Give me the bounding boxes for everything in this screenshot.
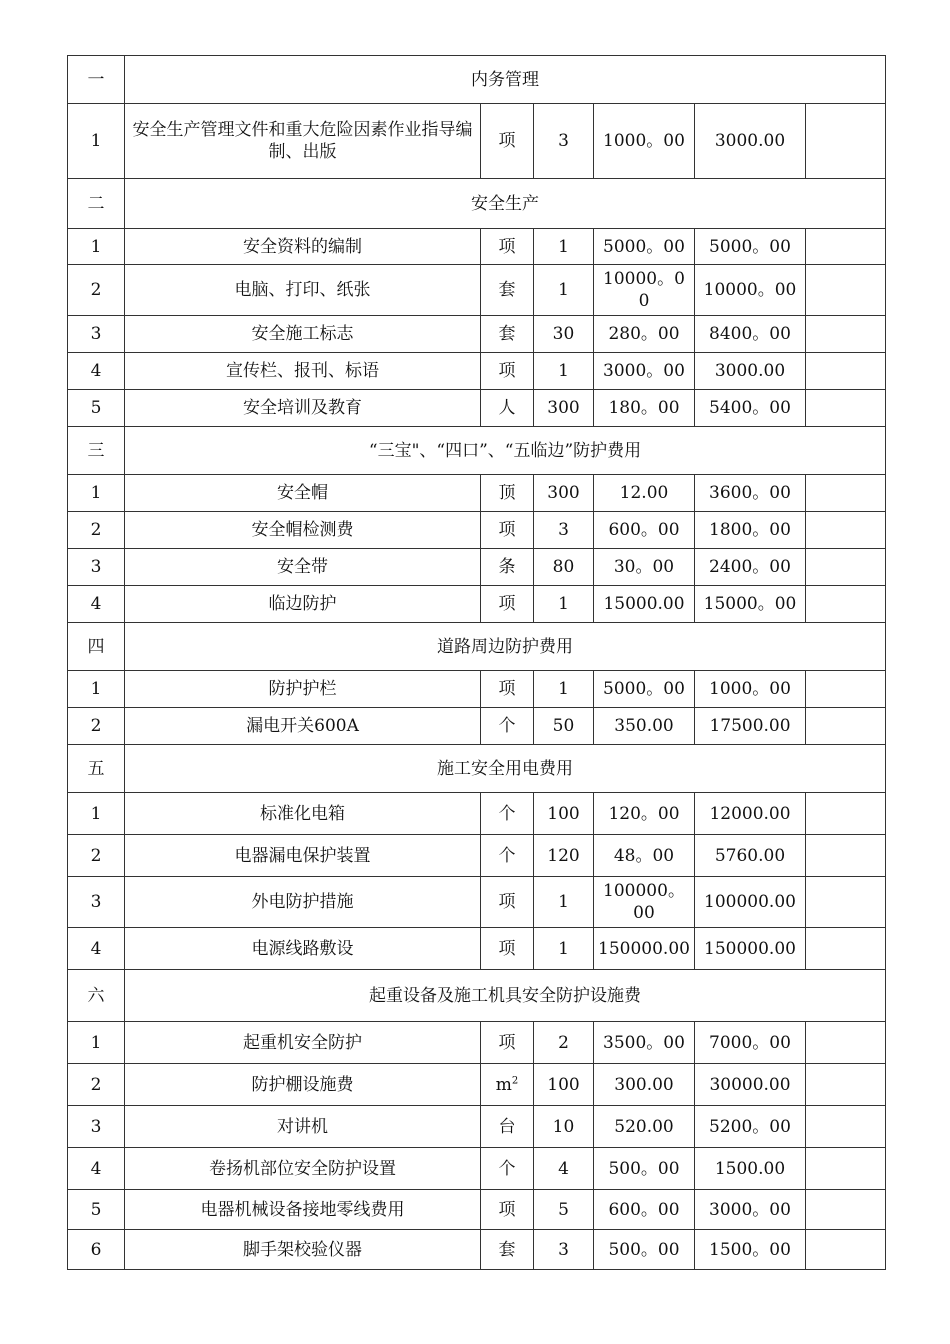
section-number: 五 — [68, 745, 125, 793]
item-total: 3600。00 — [695, 475, 806, 512]
section-title: 道路周边防护费用 — [125, 623, 886, 671]
item-quantity: 2 — [534, 1022, 594, 1064]
item-number: 1 — [68, 229, 125, 265]
item-unit: 项 — [481, 671, 534, 708]
table-row — [68, 512, 886, 549]
item-quantity: 50 — [534, 708, 594, 745]
item-number: 2 — [68, 708, 125, 745]
item-name: 电脑、打印、纸张 — [125, 265, 481, 316]
item-unit: 套 — [481, 316, 534, 353]
item-total: 5760.00 — [695, 835, 806, 877]
table-row — [68, 1022, 886, 1064]
item-quantity: 1 — [534, 928, 594, 970]
item-name: 安全培训及教育 — [125, 390, 481, 427]
item-quantity: 4 — [534, 1148, 594, 1190]
item-unit-price: 100000。00 — [594, 877, 695, 928]
item-total: 10000。00 — [695, 265, 806, 316]
section-row — [68, 745, 886, 793]
table-row — [68, 265, 886, 316]
item-name: 安全帽 — [125, 475, 481, 512]
item-quantity: 5 — [534, 1190, 594, 1230]
item-note — [806, 229, 886, 265]
item-note — [806, 316, 886, 353]
item-note — [806, 1064, 886, 1106]
item-name: 标准化电箱 — [125, 793, 481, 835]
unit-superscript: 2 — [511, 1074, 519, 1086]
item-number: 2 — [68, 1064, 125, 1106]
item-unit: 项 — [481, 353, 534, 390]
table-row — [68, 475, 886, 512]
item-name: 安全带 — [125, 549, 481, 586]
section-row — [68, 427, 886, 475]
item-unit-price: 10000。00 — [594, 265, 695, 316]
item-note — [806, 877, 886, 928]
table-row — [68, 104, 886, 179]
item-unit-price: 30。00 — [594, 549, 695, 586]
item-number: 4 — [68, 353, 125, 390]
item-unit-price: 280。00 — [594, 316, 695, 353]
item-number: 4 — [68, 586, 125, 623]
item-number: 1 — [68, 671, 125, 708]
section-title: 安全生产 — [125, 179, 886, 229]
item-note — [806, 1022, 886, 1064]
section-row — [68, 56, 886, 104]
item-total: 17500.00 — [695, 708, 806, 745]
item-number: 1 — [68, 475, 125, 512]
item-total: 15000。00 — [695, 586, 806, 623]
unit-base: m — [495, 1074, 512, 1095]
item-quantity: 300 — [534, 390, 594, 427]
item-quantity: 3 — [534, 1230, 594, 1270]
item-number: 1 — [68, 1022, 125, 1064]
section-row — [68, 179, 886, 229]
item-total: 1000。00 — [695, 671, 806, 708]
item-quantity: 10 — [534, 1106, 594, 1148]
item-unit-price: 48。00 — [594, 835, 695, 877]
item-unit: 套 — [481, 265, 534, 316]
section-title: “三宝"、“四口”、“五临边”防护费用 — [125, 427, 886, 475]
item-quantity: 3 — [534, 512, 594, 549]
item-number: 4 — [68, 928, 125, 970]
section-number: 四 — [68, 623, 125, 671]
item-unit-price: 500。00 — [594, 1230, 695, 1270]
item-quantity: 120 — [534, 835, 594, 877]
item-unit-price: 500。00 — [594, 1148, 695, 1190]
item-unit-price: 520.00 — [594, 1106, 695, 1148]
item-total: 2400。00 — [695, 549, 806, 586]
item-unit: 台 — [481, 1106, 534, 1148]
item-quantity: 1 — [534, 265, 594, 316]
item-name: 安全生产管理文件和重大危险因素作业指导编制、出版 — [125, 104, 481, 179]
item-name: 临边防护 — [125, 586, 481, 623]
item-number: 2 — [68, 265, 125, 316]
item-quantity: 100 — [534, 793, 594, 835]
item-quantity: 100 — [534, 1064, 594, 1106]
item-unit-price: 3500。00 — [594, 1022, 695, 1064]
table-row — [68, 586, 886, 623]
item-unit-price: 120。00 — [594, 793, 695, 835]
item-unit-price: 3000。00 — [594, 353, 695, 390]
item-unit: 个 — [481, 835, 534, 877]
item-unit: 项 — [481, 512, 534, 549]
section-row — [68, 970, 886, 1022]
item-quantity: 1 — [534, 353, 594, 390]
item-note — [806, 104, 886, 179]
item-total: 5400。00 — [695, 390, 806, 427]
table-row — [68, 1148, 886, 1190]
item-name: 外电防护措施 — [125, 877, 481, 928]
item-unit-price: 5000。00 — [594, 671, 695, 708]
item-unit-price: 300.00 — [594, 1064, 695, 1106]
item-note — [806, 1106, 886, 1148]
item-number: 2 — [68, 512, 125, 549]
item-total: 5200。00 — [695, 1106, 806, 1148]
table-row — [68, 1230, 886, 1270]
table-row — [68, 316, 886, 353]
section-number: 三 — [68, 427, 125, 475]
item-unit: 个 — [481, 708, 534, 745]
item-unit: 项 — [481, 1190, 534, 1230]
item-note — [806, 1148, 886, 1190]
item-total: 8400。00 — [695, 316, 806, 353]
item-note — [806, 1190, 886, 1230]
table-row — [68, 708, 886, 745]
item-name: 漏电开关600A — [125, 708, 481, 745]
item-unit: 项 — [481, 928, 534, 970]
item-number: 3 — [68, 316, 125, 353]
item-number: 3 — [68, 549, 125, 586]
table-row — [68, 549, 886, 586]
item-unit — [481, 1064, 534, 1106]
item-name: 宣传栏、报刊、标语 — [125, 353, 481, 390]
item-number: 5 — [68, 390, 125, 427]
item-note — [806, 475, 886, 512]
item-total: 1500。00 — [695, 1230, 806, 1270]
table-row — [68, 928, 886, 970]
section-title: 施工安全用电费用 — [125, 745, 886, 793]
item-note — [806, 1230, 886, 1270]
item-name: 脚手架校验仪器 — [125, 1230, 481, 1270]
item-unit-price: 150000.00 — [594, 928, 695, 970]
table-row — [68, 1064, 886, 1106]
table-row — [68, 353, 886, 390]
item-total: 100000.00 — [695, 877, 806, 928]
item-quantity: 1 — [534, 586, 594, 623]
item-unit: 项 — [481, 877, 534, 928]
table-row — [68, 793, 886, 835]
item-number: 1 — [68, 104, 125, 179]
item-unit-price: 12.00 — [594, 475, 695, 512]
item-quantity: 80 — [534, 549, 594, 586]
item-total: 3000.00 — [695, 104, 806, 179]
item-name: 安全资料的编制 — [125, 229, 481, 265]
table-row — [68, 390, 886, 427]
safety-cost-table — [67, 55, 886, 1270]
item-unit: 个 — [481, 793, 534, 835]
item-note — [806, 793, 886, 835]
item-note — [806, 549, 886, 586]
item-total: 3000。00 — [695, 1190, 806, 1230]
item-unit: 人 — [481, 390, 534, 427]
item-total: 3000.00 — [695, 353, 806, 390]
item-number: 3 — [68, 1106, 125, 1148]
item-name: 对讲机 — [125, 1106, 481, 1148]
item-total: 12000.00 — [695, 793, 806, 835]
item-total: 30000.00 — [695, 1064, 806, 1106]
item-total: 150000.00 — [695, 928, 806, 970]
item-note — [806, 512, 886, 549]
item-name: 安全帽检测费 — [125, 512, 481, 549]
item-name: 防护棚设施费 — [125, 1064, 481, 1106]
item-quantity: 1 — [534, 671, 594, 708]
item-number: 1 — [68, 793, 125, 835]
item-note — [806, 708, 886, 745]
item-note — [806, 928, 886, 970]
item-name: 起重机安全防护 — [125, 1022, 481, 1064]
table-row — [68, 877, 886, 928]
item-unit: 项 — [481, 1022, 534, 1064]
item-name: 电源线路敷设 — [125, 928, 481, 970]
item-name: 电器漏电保护装置 — [125, 835, 481, 877]
item-total: 1500.00 — [695, 1148, 806, 1190]
item-quantity: 1 — [534, 877, 594, 928]
item-unit: 条 — [481, 549, 534, 586]
item-unit: 项 — [481, 586, 534, 623]
table-row — [68, 671, 886, 708]
section-number: 六 — [68, 970, 125, 1022]
item-unit: 项 — [481, 229, 534, 265]
item-unit-price: 5000。00 — [594, 229, 695, 265]
item-name: 防护护栏 — [125, 671, 481, 708]
table-row — [68, 835, 886, 877]
item-number: 5 — [68, 1190, 125, 1230]
item-note — [806, 671, 886, 708]
item-note — [806, 586, 886, 623]
item-unit-price: 600。00 — [594, 512, 695, 549]
item-note — [806, 390, 886, 427]
section-number: 二 — [68, 179, 125, 229]
item-number: 4 — [68, 1148, 125, 1190]
item-unit: 顶 — [481, 475, 534, 512]
item-name: 电器机械设备接地零线费用 — [125, 1190, 481, 1230]
item-total: 7000。00 — [695, 1022, 806, 1064]
section-number: 一 — [68, 56, 125, 104]
item-total: 5000。00 — [695, 229, 806, 265]
table-body — [68, 56, 886, 1270]
item-unit-price: 180。00 — [594, 390, 695, 427]
item-number: 3 — [68, 877, 125, 928]
item-unit: 项 — [481, 104, 534, 179]
item-unit-price: 350.00 — [594, 708, 695, 745]
item-unit: 套 — [481, 1230, 534, 1270]
table-row — [68, 1106, 886, 1148]
table-row — [68, 1190, 886, 1230]
item-note — [806, 353, 886, 390]
item-unit: 个 — [481, 1148, 534, 1190]
item-unit-price: 1000。00 — [594, 104, 695, 179]
item-unit-price: 15000.00 — [594, 586, 695, 623]
section-title: 起重设备及施工机具安全防护设施费 — [125, 970, 886, 1022]
item-quantity: 3 — [534, 104, 594, 179]
item-note — [806, 835, 886, 877]
item-name: 卷扬机部位安全防护设置 — [125, 1148, 481, 1190]
item-name: 安全施工标志 — [125, 316, 481, 353]
item-unit-price: 600。00 — [594, 1190, 695, 1230]
section-row — [68, 623, 886, 671]
item-quantity: 1 — [534, 229, 594, 265]
item-total: 1800。00 — [695, 512, 806, 549]
item-number: 6 — [68, 1230, 125, 1270]
item-quantity: 30 — [534, 316, 594, 353]
table-row — [68, 229, 886, 265]
section-title: 内务管理 — [125, 56, 886, 104]
item-quantity: 300 — [534, 475, 594, 512]
item-number: 2 — [68, 835, 125, 877]
item-note — [806, 265, 886, 316]
